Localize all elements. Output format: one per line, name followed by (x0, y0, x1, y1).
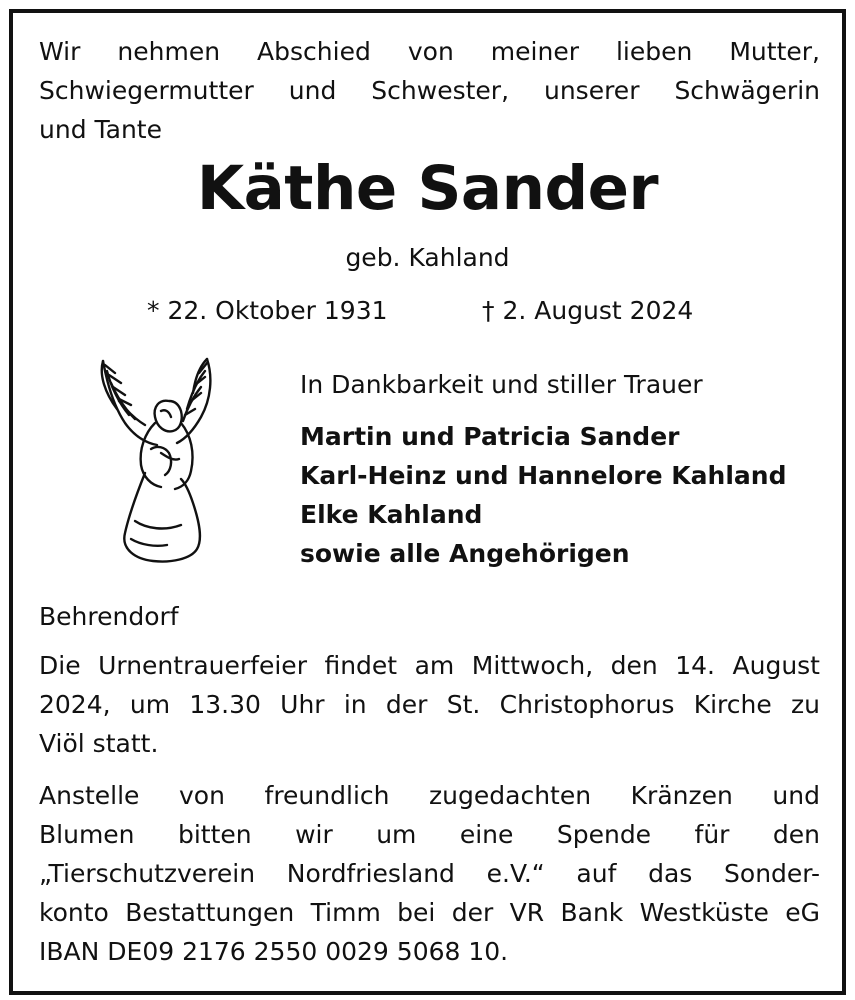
mourner-2: Karl-Heinz und Hannelore Kahland (300, 461, 787, 490)
deceased-name: Käthe Sander (196, 153, 659, 224)
birth-date: * 22. Oktober 1931 (147, 296, 388, 325)
ceremony-line-1: Die Urnentrauerfeier findet am Mittwoch, den 14. August (39, 651, 820, 680)
angel-icon (95, 353, 225, 573)
donation-line-4: konto Bestattungen Timm bei der VR Bank Westküste eG (39, 898, 820, 927)
place: Behrendorf (39, 602, 179, 631)
intro-line-3: und Tante (39, 115, 162, 144)
donation-line-1: Anstelle von freundlich zugedachten Kränzen und (39, 781, 820, 810)
intro-line-2: Schwiegermutter und Schwester, unserer Schwägerin (39, 76, 820, 105)
death-date: † 2. August 2024 (482, 296, 694, 325)
mourner-4: sowie alle Angehörigen (300, 539, 630, 568)
donation-line-5: IBAN DE09 2176 2550 0029 5068 10. (39, 937, 509, 966)
mourners-heading: In Dankbarkeit und stiller Trauer (300, 370, 703, 399)
maiden-name: geb. Kahland (345, 243, 510, 272)
intro-line-1: Wir nehmen Abschied von meiner lieben Mutter, (39, 37, 820, 66)
ceremony-line-2: 2024, um 13.30 Uhr in der St. Christophorus Kirche zu (39, 690, 820, 719)
obituary-frame (9, 9, 846, 995)
mourner-3: Elke Kahland (300, 500, 483, 529)
mourner-1: Martin und Patricia Sander (300, 422, 680, 451)
ceremony-line-3: Viöl statt. (39, 729, 159, 758)
donation-line-2: Blumen bitten wir um eine Spende für den (39, 820, 820, 849)
donation-line-3: „Tierschutzverein Nordfriesland e.V.“ auf das Sonder- (39, 859, 820, 888)
